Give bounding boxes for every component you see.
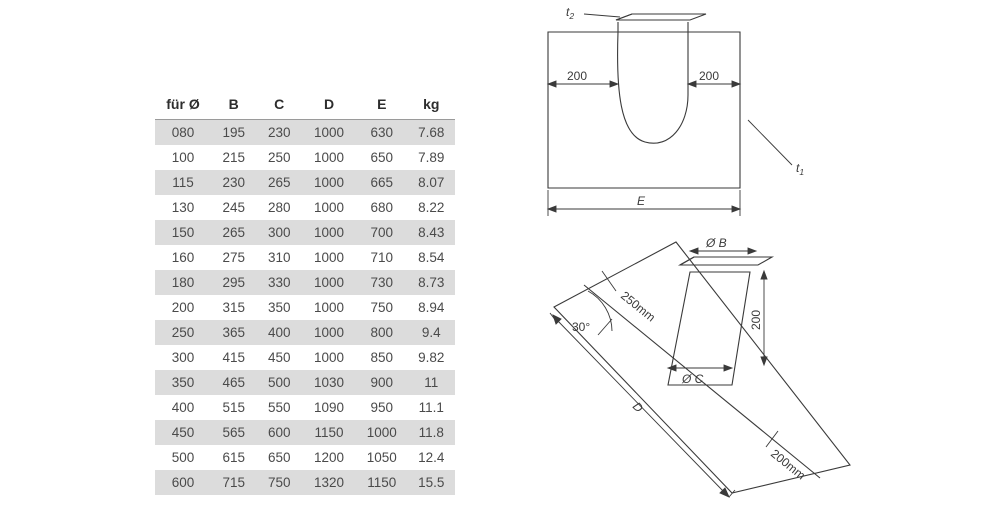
table-cell: 7.68 bbox=[407, 120, 455, 146]
table-row bbox=[155, 295, 455, 320]
table-row bbox=[155, 220, 455, 245]
arrow-b-left bbox=[690, 248, 698, 254]
table-cell: 180 bbox=[155, 270, 211, 295]
table-cell: 700 bbox=[356, 220, 407, 245]
leader-t1 bbox=[748, 120, 792, 165]
label-t2: $t_2$ bbox=[566, 5, 575, 21]
column-header-c: C bbox=[256, 92, 301, 120]
dim-label-e: E bbox=[637, 194, 646, 208]
table-row bbox=[155, 320, 455, 345]
table-cell: 600 bbox=[155, 470, 211, 495]
table-cell: 200 bbox=[171, 300, 195, 315]
table-row bbox=[155, 345, 455, 370]
table-cell: 1050 bbox=[366, 450, 397, 465]
leader-t2 bbox=[584, 14, 620, 17]
arrow-e-left bbox=[548, 206, 556, 212]
table-row bbox=[155, 470, 455, 495]
collar-body bbox=[618, 32, 688, 143]
tick-200mm bbox=[766, 431, 778, 447]
table-cell: 850 bbox=[370, 350, 394, 365]
table-cell: 130 bbox=[171, 200, 195, 215]
table-cell: 350 bbox=[155, 370, 211, 395]
table-cell: 265 bbox=[211, 220, 256, 245]
dim-label-right-200: 200 bbox=[699, 69, 720, 83]
column-header-kg: kg bbox=[407, 92, 455, 120]
table-cell: 195 bbox=[211, 120, 256, 146]
table-cell: 8.94 bbox=[418, 300, 445, 315]
table-cell: 15.5 bbox=[407, 470, 455, 495]
table-cell: 1000 bbox=[302, 220, 356, 245]
table-cell: 750 bbox=[256, 470, 301, 495]
table-row bbox=[155, 420, 455, 445]
base-plate-outline bbox=[548, 32, 740, 188]
tick-250mm bbox=[602, 271, 616, 291]
table-row bbox=[155, 270, 455, 295]
table-cell: 1150 bbox=[356, 470, 407, 495]
table-cell: 8.07 bbox=[407, 170, 455, 195]
table-cell: 1150 bbox=[302, 420, 356, 445]
spec-table-body bbox=[155, 120, 455, 496]
table-cell: 250 bbox=[267, 150, 291, 165]
table-cell: 315 bbox=[222, 300, 245, 315]
table-cell: 9.4 bbox=[407, 320, 455, 345]
table-cell: 665 bbox=[356, 170, 407, 195]
drawing-flat-roof-flashing bbox=[520, 0, 940, 235]
table-row bbox=[155, 395, 455, 420]
table-cell: 630 bbox=[356, 120, 407, 146]
arrow-200-vert-top bbox=[761, 271, 767, 279]
table-cell: 600 bbox=[256, 420, 301, 445]
dim-label-d: D bbox=[629, 399, 646, 416]
arrow-right-200-end bbox=[732, 81, 740, 87]
table-row bbox=[155, 120, 455, 146]
table-cell: 7.89 bbox=[418, 150, 445, 165]
table-cell: 8.43 bbox=[407, 220, 455, 245]
drawing-pitched-roof-flashing bbox=[520, 235, 960, 505]
table-cell: 245 bbox=[222, 200, 245, 215]
table-cell: 1000 bbox=[302, 120, 356, 146]
dim-label-200mm: 200mm bbox=[768, 446, 809, 483]
table-cell: 8.22 bbox=[418, 200, 445, 215]
arrow-left-200-start bbox=[548, 81, 556, 87]
table-cell: 230 bbox=[211, 170, 256, 195]
column-header-e: E bbox=[356, 92, 407, 120]
table-cell: 8.73 bbox=[407, 270, 455, 295]
table-cell: 150 bbox=[155, 220, 211, 245]
leader-30deg bbox=[598, 319, 612, 335]
arrow-right-200-start bbox=[688, 81, 696, 87]
table-cell: 1200 bbox=[314, 450, 345, 465]
table-cell: 565 bbox=[211, 420, 256, 445]
table-cell: 730 bbox=[356, 270, 407, 295]
dim-label-left-200: 200 bbox=[567, 69, 588, 83]
table-cell: 230 bbox=[256, 120, 301, 146]
table-cell: 1000 bbox=[302, 270, 356, 295]
table-cell: 415 bbox=[222, 350, 245, 365]
table-cell: 250 bbox=[155, 320, 211, 345]
column-header-diameter: für Ø bbox=[155, 92, 211, 120]
dim-label-b: Ø B bbox=[706, 236, 727, 250]
table-cell: 900 bbox=[356, 370, 407, 395]
table-cell: 12.4 bbox=[418, 450, 445, 465]
table-cell: 11.8 bbox=[407, 420, 455, 445]
table-cell: 1000 bbox=[314, 150, 345, 165]
table-header-row bbox=[155, 92, 455, 120]
table-cell: 680 bbox=[370, 200, 394, 215]
table-cell: 1320 bbox=[302, 470, 356, 495]
dim-label-c: Ø C bbox=[682, 372, 704, 386]
table-cell: 8.54 bbox=[418, 250, 445, 265]
table-cell: 280 bbox=[267, 200, 291, 215]
table-cell: 500 bbox=[256, 370, 301, 395]
cap-plate-bottom bbox=[680, 257, 772, 265]
table-cell: 330 bbox=[256, 270, 301, 295]
spec-table-container bbox=[155, 92, 455, 495]
table-cell: 650 bbox=[267, 450, 291, 465]
arrow-c-right bbox=[724, 365, 732, 371]
table-cell: 1000 bbox=[314, 250, 345, 265]
dim-label-200-vertical: 200 bbox=[749, 309, 763, 330]
spec-table bbox=[155, 92, 455, 495]
table-cell: 710 bbox=[370, 250, 394, 265]
table-cell: 615 bbox=[222, 450, 245, 465]
table-cell: 265 bbox=[256, 170, 301, 195]
table-cell: 450 bbox=[267, 350, 291, 365]
arrow-left-200-end bbox=[610, 81, 618, 87]
table-cell: 100 bbox=[171, 150, 195, 165]
table-cell: 115 bbox=[155, 170, 211, 195]
table-cell: 080 bbox=[155, 120, 211, 146]
table-cell: 1000 bbox=[314, 300, 345, 315]
table-cell: 11 bbox=[407, 370, 455, 395]
table-row bbox=[155, 195, 455, 220]
table-cell: 9.82 bbox=[418, 350, 445, 365]
angle-arc-30 bbox=[588, 291, 612, 331]
column-header-d: D bbox=[302, 92, 356, 120]
table-cell: 950 bbox=[370, 400, 394, 415]
table-cell: 1000 bbox=[302, 320, 356, 345]
cap-edge-left-bottom bbox=[680, 257, 694, 265]
table-cell: 400 bbox=[171, 400, 195, 415]
table-cell: 295 bbox=[211, 270, 256, 295]
table-cell: 365 bbox=[211, 320, 256, 345]
table-cell: 1000 bbox=[314, 350, 345, 365]
table-cell: 1030 bbox=[302, 370, 356, 395]
table-row bbox=[155, 445, 455, 470]
table-cell: 800 bbox=[356, 320, 407, 345]
table-cell: 715 bbox=[211, 470, 256, 495]
table-cell: 650 bbox=[370, 150, 394, 165]
table-row bbox=[155, 245, 455, 270]
column-header-b: B bbox=[211, 92, 256, 120]
table-cell: 465 bbox=[211, 370, 256, 395]
spec-table-head bbox=[155, 92, 455, 120]
label-t1: $t_1$ bbox=[796, 161, 805, 177]
table-cell: 450 bbox=[155, 420, 211, 445]
dim-label-250mm: 250mm bbox=[618, 288, 659, 325]
table-cell: 300 bbox=[171, 350, 195, 365]
table-cell: 275 bbox=[222, 250, 245, 265]
table-cell: 515 bbox=[222, 400, 245, 415]
table-row bbox=[155, 145, 455, 170]
table-cell: 400 bbox=[256, 320, 301, 345]
table-cell: 310 bbox=[267, 250, 291, 265]
roof-plate-outline bbox=[554, 242, 850, 493]
table-cell: 500 bbox=[171, 450, 195, 465]
drawing-bottom-svg bbox=[520, 235, 960, 500]
table-cell: 160 bbox=[171, 250, 195, 265]
dim-label-30deg: 30° bbox=[572, 320, 591, 334]
table-row bbox=[155, 170, 455, 195]
table-cell: 1000 bbox=[302, 170, 356, 195]
table-cell: 550 bbox=[267, 400, 291, 415]
table-row bbox=[155, 370, 455, 395]
table-cell: 300 bbox=[256, 220, 301, 245]
drawing-top-svg bbox=[520, 0, 940, 230]
arrow-b-right bbox=[748, 248, 756, 254]
table-cell: 1000 bbox=[356, 420, 407, 445]
table-cell: 1090 bbox=[314, 400, 345, 415]
arrow-e-right bbox=[732, 206, 740, 212]
table-cell: 350 bbox=[267, 300, 291, 315]
table-cell: 750 bbox=[370, 300, 394, 315]
table-cell: 11.1 bbox=[418, 400, 444, 415]
table-cell: 215 bbox=[222, 150, 245, 165]
table-cell: 1000 bbox=[314, 200, 345, 215]
arrow-200-vert-bottom bbox=[761, 357, 767, 365]
